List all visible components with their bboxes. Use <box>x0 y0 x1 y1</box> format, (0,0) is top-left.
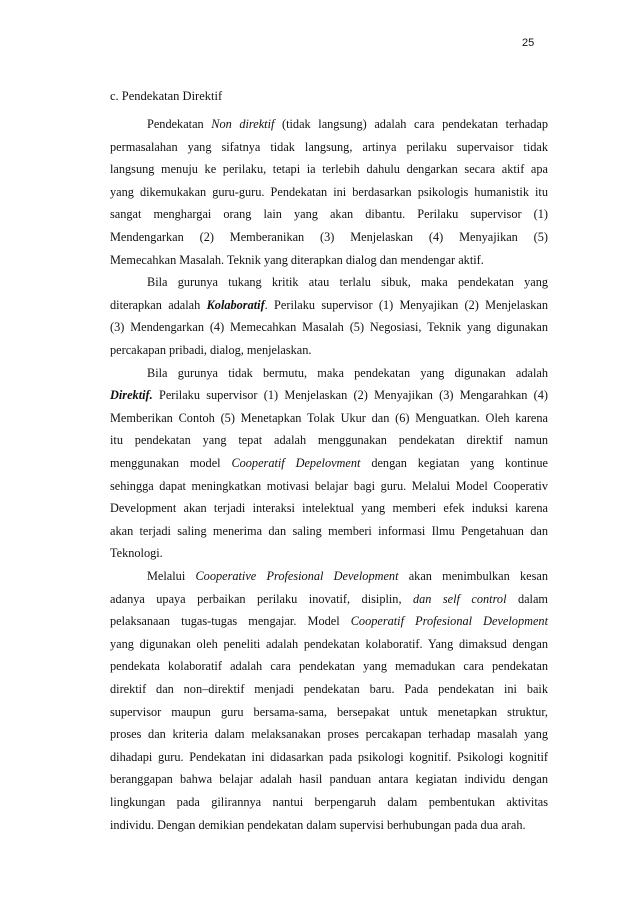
paragraph-3-line <box>110 479 548 494</box>
text-run: Kolaboratif <box>206 297 265 312</box>
paragraph-4-line <box>110 659 548 674</box>
text-run: Memecahkan Masalah. Teknik yang diterapkan dialog dan mendengar aktif. <box>110 252 484 267</box>
paragraph-3-line <box>110 501 548 516</box>
text-run: Melalui <box>147 569 196 583</box>
text-run: Development akan terjadi interaksi intelektual yang memberi efek induksi karena <box>110 501 548 516</box>
text-run: lingkungan pada gilirannya nantui berpengaruh dalam pembentukan aktivitas <box>110 795 548 809</box>
text-run: pendekata kolaboratif adalah cara pendekatan yang memadukan cara pendekatan <box>110 659 548 674</box>
text-run: menggunakan model <box>110 456 232 470</box>
text-run: Cooperatif Profesional Development <box>350 614 548 629</box>
text-run: (3) Mendengarkan (4) Memecahkan Masalah (5) Negosiasi, Teknik yang digunakan <box>110 320 548 335</box>
paragraph-4-line <box>110 614 548 629</box>
paragraph-4-line <box>110 682 548 697</box>
text-run: diterapkan adalah <box>110 297 207 312</box>
paragraph-4-line <box>110 772 548 787</box>
paragraph-1-line <box>110 140 548 155</box>
paragraph-4-line <box>110 592 548 607</box>
text-run: yang digunakan oleh peneliti adalah pendekatan kolaboratif. Yang dimaksud dengan <box>110 636 548 651</box>
paragraph-3-line <box>110 433 548 448</box>
text-run: individu. Dengan demikian pendekatan dalam supervisi berhubungan pada dua arah. <box>110 817 526 832</box>
text-run: yang dikemukakan guru-guru. Pendekatan ini berdasarkan psikologis humanistik itu <box>110 184 548 199</box>
paragraph-2-line <box>110 320 548 335</box>
text-run: permasalahan yang sifatnya tidak langsung, artinya perilaku supervaisor tidak <box>110 139 548 154</box>
paragraph-4-line <box>110 727 548 742</box>
paragraph-1-line <box>110 230 548 245</box>
text-run: Cooperatif Depelovment <box>231 456 361 470</box>
paragraph-1-line <box>110 207 548 222</box>
paragraph-4-line <box>110 818 548 833</box>
paragraph-3-line <box>147 366 548 381</box>
text-run: adanya upaya perbaikan perilaku inovatif, disiplin, <box>110 591 413 606</box>
text-run: Teknologi. <box>110 546 163 561</box>
text-run: direktif dan non–direktif menjadi pendekatan baru. Pada pendekatan ini baik <box>110 682 548 696</box>
paragraph-1-line <box>110 253 548 268</box>
text-run: beranggapan bahwa belajar adalah hasil panduan antara kegiatan individu dengan <box>110 772 548 787</box>
paragraph-4-line <box>110 750 548 765</box>
text-run: Bila gurunya tidak bermutu, maka pendekatan yang digunakan adalah <box>147 365 548 380</box>
text-run: Cooperative Profesional Development <box>195 569 399 583</box>
text-run: sehingga dapat meningkatkan motivasi belajar bagi guru. Melalui Model Cooperativ <box>110 478 548 493</box>
paragraph-1-line <box>147 117 548 132</box>
page-number: 25 <box>522 37 535 49</box>
text-run: proses dan kriteria dalam melaksanakan proses percakapan terhadap masalah yang <box>110 727 548 742</box>
paragraph-4-line <box>147 569 548 584</box>
paragraph-3-line <box>110 456 548 471</box>
text-run: . Perilaku supervisor (1) Menyajikan (2) Menjelaskan <box>264 297 548 312</box>
paragraph-2-line <box>110 298 548 313</box>
text-run: pelaksanaan tugas-tugas mengajar. Model <box>110 614 351 629</box>
paragraph-3-line <box>110 411 548 426</box>
paragraph-3-line <box>110 388 548 403</box>
text-run: sangat menghargai orang lain yang akan dibantu. Perilaku supervisor (1) <box>110 207 548 222</box>
text-run: itu pendekatan yang tepat adalah menggunakan pendekatan direktif namun <box>110 433 548 448</box>
text-run: Non direktif <box>211 117 275 131</box>
text-run: Bila gurunya tukang kritik atau terlalu sibuk, maka pendekatan yang <box>147 275 548 290</box>
paragraph-4-line <box>110 795 548 810</box>
text-run: akan menimbulkan kesan <box>398 569 548 583</box>
paragraph-1-line <box>110 162 548 177</box>
text-run: Direktif. <box>110 388 153 403</box>
paragraph-2-line <box>110 343 548 358</box>
paragraph-1-line <box>110 185 548 200</box>
paragraph-2-line <box>147 275 548 290</box>
text-run: Memberikan Contoh (5) Menetapkan Tolak Ukur dan (6) Menguatkan. Oleh karena <box>110 410 548 425</box>
text-run: dan self control <box>412 591 507 606</box>
paragraph-4-line <box>110 705 548 720</box>
text-run: Mendengarkan (2) Memberanikan (3) Menjelaskan (4) Menyajikan (5) <box>110 230 548 244</box>
text-run: akan terjadi saling menerima dan saling memberi informasi Ilmu Pengetahuan dan <box>110 523 548 538</box>
text-run: dengan kegiatan yang kontinue <box>360 456 548 470</box>
paragraph-4-line <box>110 637 548 652</box>
text-run: dihadapi guru. Pendekatan ini didasarkan pada psikologi kognitif. Psikologi kognitif <box>110 749 548 764</box>
paragraph-3-line <box>110 546 548 561</box>
text-run: (tidak langsung) adalah cara pendekatan terhadap <box>274 117 548 131</box>
text-run: supervisor maupun guru bersama-sama, bersepakat untuk menetapkan struktur, <box>110 704 548 719</box>
text-run: percakapan pribadi, dialog, menjelaskan. <box>110 343 312 357</box>
text-run: Perilaku supervisor (1) Menjelaskan (2) Menyajikan (3) Mengarahkan (4) <box>152 388 548 403</box>
text-run: langsung menuju ke perilaku, tetapi ia terlebih dahulu dengarkan secara aktif apa <box>110 162 548 177</box>
text-run: dalam <box>506 591 548 606</box>
section-heading: c. Pendekatan Direktif <box>110 89 223 103</box>
paragraph-3-line <box>110 524 548 539</box>
text-run: Pendekatan <box>147 117 212 131</box>
